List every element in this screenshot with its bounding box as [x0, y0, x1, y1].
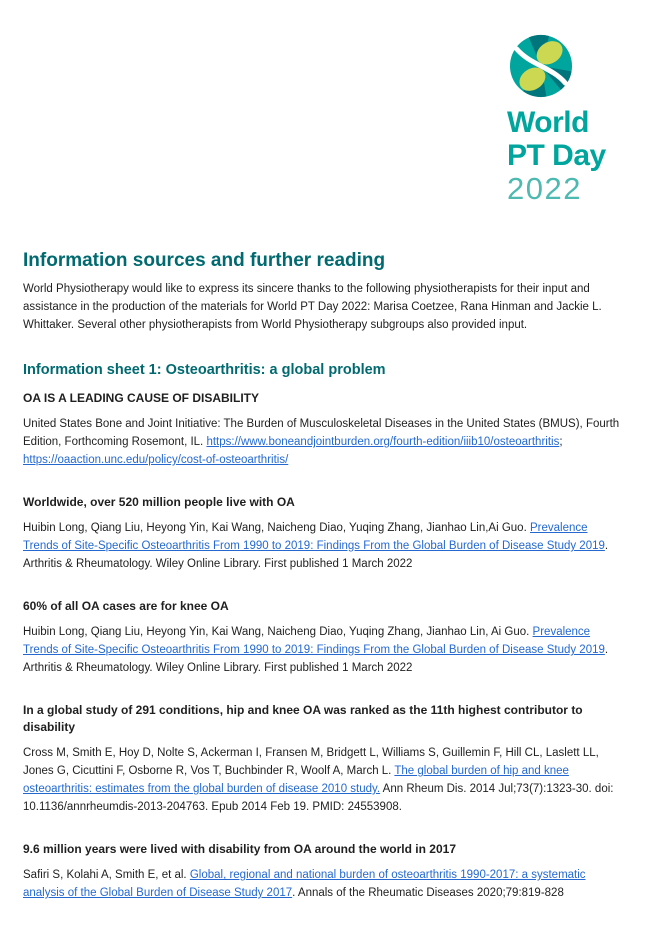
citation-section: [23, 841, 620, 902]
citation-text: Huibin Long, Qiang Liu, Heyong Yin, Kai Wang, Naicheng Diao, Yuqing Zhang, Jianhao Lin,Ai Guo.: [23, 522, 530, 534]
logo-text-year: 2022: [507, 171, 582, 206]
citation-text: Safiri S, Kolahi A, Smith E, et al.: [23, 869, 190, 881]
citation-paragraph: [23, 866, 620, 902]
section-heading: In a global study of 291 conditions, hip and knee OA was ranked as the 11th highest contributor to disability: [23, 703, 583, 734]
citation-paragraph: [23, 519, 620, 573]
citation-paragraph: [23, 623, 620, 677]
section-heading: 9.6 million years were lived with disability from OA around the world in 2017: [23, 842, 457, 856]
citation-link[interactable]: The global burden of hip and knee osteoarthritis: estimates from the global burden of disease 2010 study.: [23, 765, 569, 795]
citation-text: United States Bone and Joint Initiative: The Burden of Musculoskeletal Diseases in the United States (BMUS), Fourth Edition, Forthcoming Rosemont, IL.: [23, 418, 620, 448]
citation-section: [23, 494, 620, 573]
citation-paragraph: [23, 744, 620, 816]
section-heading: OA IS A LEADING CAUSE OF DISABILITY: [23, 391, 260, 405]
section-heading: 60% of all OA cases are for knee OA: [23, 599, 229, 613]
logo-text-pt-day: PT Day: [507, 139, 606, 172]
citation-section: [23, 702, 620, 816]
citation-link[interactable]: https://www.boneandjointburden.org/fourth-edition/iiib10/osteoarthritis: [206, 436, 560, 448]
citation-text: Ann Rheum Dis. 2014 Jul;73(7):1323-30. doi: 10.1136/annrheumdis-2013-204763. Epub 2014 Feb 19. PMID: 24553908.: [23, 783, 614, 813]
citation-text: ;: [559, 436, 563, 448]
citation-text: . Arthritis & Rheumatology. Wiley Online Library. First published 1 March 2022: [23, 540, 609, 570]
citation-text: Huibin Long, Qiang Liu, Heyong Yin, Kai Wang, Naicheng Diao, Yuqing Zhang, Jianhao Lin, Ai Guo.: [23, 626, 533, 638]
citation-link[interactable]: Global, regional and national burden of osteoarthritis 1990-2017: a systematic analysis of the Global Burden of Disease Study 2017: [23, 869, 586, 899]
citation-section: [23, 390, 620, 469]
section-heading: Worldwide, over 520 million people live with OA: [23, 495, 295, 509]
citation-link[interactable]: https://oaaction.unc.edu/policy/cost-of-osteoarthritis/: [23, 454, 289, 466]
logo-text-world: World: [507, 106, 589, 139]
citation-text: . Arthritis & Rheumatology. Wiley Online Library. First published 1 March 2022: [23, 644, 609, 674]
sections-container: [23, 390, 620, 902]
citation-link[interactable]: Prevalence Trends of Site-Specific Osteoarthritis From 1990 to 2019: Findings From the Global Burden of Disease Study 2019: [23, 626, 605, 656]
intro-paragraph: World Physiotherapy would like to express its sincere thanks to the following physiotherapists for their input and assistance in the production of the materials for World PT Day 2022: Marisa Coetzee, Rana Hinman and Jackie L. Whittaker. Several other physiotherapists from World Physiotherapy subgroups also provided input.: [23, 283, 602, 331]
citation-link[interactable]: Prevalence Trends of Site-Specific Osteoarthritis From 1990 to 2019: Findings From the Global Burden of Disease Study 2019: [23, 522, 605, 552]
citation-paragraph: [23, 415, 620, 469]
page-title: Information sources and further reading: [23, 250, 386, 271]
citation-text: Cross M, Smith E, Hoy D, Nolte S, Ackerman I, Fransen M, Bridgett L, Williams S, Guillemin F, Hill CL, Laslett LL, Jones G, Cicuttini F, Osborne R, Vos T, Buchbinder R, Woolf A, March L.: [23, 747, 599, 777]
sheet-title: Information sheet 1: Osteoarthritis: a global problem: [23, 362, 386, 378]
citation-text: . Annals of the Rheumatic Diseases 2020;79:819-828: [292, 887, 564, 899]
citation-section: [23, 598, 620, 677]
